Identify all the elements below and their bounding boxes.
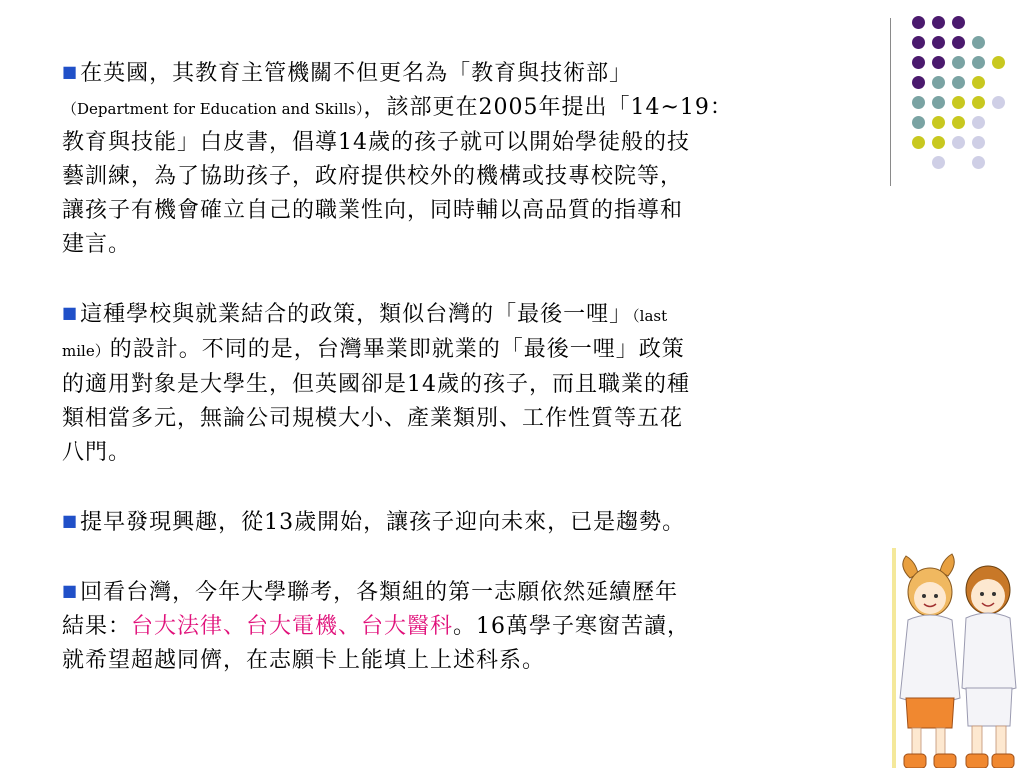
dot (932, 16, 945, 29)
text-line: 類相當多元，無論公司規模大小、產業類別、工作性質等五花 (62, 406, 684, 431)
text-line: 結果： (62, 614, 132, 639)
text-line: 建言。 (62, 232, 132, 257)
text-line-english: mile） (62, 342, 110, 360)
dot (952, 56, 965, 69)
text-line: 回看台灣，今年大學聯考，各類組的第一志願依然延續歷年 (80, 580, 679, 605)
paragraph-4 (62, 574, 862, 678)
dot (952, 16, 965, 29)
dot (952, 116, 965, 129)
text-line-english: （last (632, 307, 668, 325)
dot (912, 116, 925, 129)
dot (992, 56, 1005, 69)
highlighted-departments: 台大法律、台大電機、台大醫科 (131, 614, 454, 639)
bullet-icon: ■ (62, 62, 79, 81)
dot (932, 156, 945, 169)
body-text (62, 55, 862, 712)
dot (912, 76, 925, 89)
text-line: ，該部更在2005年提出「14~19： (363, 95, 733, 120)
dot (912, 96, 925, 109)
paragraph-2 (62, 296, 862, 470)
paragraph-1 (62, 55, 862, 262)
dot (992, 96, 1005, 109)
dot (952, 36, 965, 49)
dot (912, 56, 925, 69)
dot (912, 136, 925, 149)
dot (972, 76, 985, 89)
text-line: 就希望超越同儕，在志願卡上能填上上述科系。 (62, 648, 546, 673)
text-line: 。16萬學子寒窗苦讀， (453, 614, 691, 639)
paragraph-3 (62, 504, 862, 540)
text-line: 讓孩子有機會確立自己的職業性向，同時輔以高品質的指導和 (62, 198, 684, 223)
dot (952, 96, 965, 109)
vertical-divider (890, 18, 891, 186)
dot (932, 116, 945, 129)
dot (932, 56, 945, 69)
dot (932, 96, 945, 109)
bullet-icon: ■ (62, 303, 79, 322)
bullet-icon: ■ (62, 511, 79, 530)
dot (972, 36, 985, 49)
children-illustration (892, 548, 1024, 768)
dot (912, 16, 925, 29)
dot (972, 96, 985, 109)
dot (952, 136, 965, 149)
bullet-icon: ■ (62, 581, 79, 600)
dot (972, 136, 985, 149)
dot (972, 56, 985, 69)
text-line: 教育與技能」白皮書，倡導14歲的孩子就可以開始學徒般的技 (62, 130, 690, 155)
text-line: 提早發現興趣，從13歲開始，讓孩子迎向未來，已是趨勢。 (80, 510, 686, 535)
dot (972, 156, 985, 169)
dot (912, 36, 925, 49)
text-line: 這種學校與就業結合的政策，類似台灣的「最後一哩」 (80, 302, 633, 327)
text-line: 的設計。不同的是，台灣畢業即就業的「最後一哩」政策 (109, 337, 685, 362)
text-line: 八門。 (62, 440, 132, 465)
text-line-english: （Department for Education and Skills） (62, 100, 364, 118)
text-line: 的適用對象是大學生，但英國卻是14歲的孩子，而且職業的種 (62, 372, 690, 397)
dot (932, 36, 945, 49)
dot (932, 76, 945, 89)
text-line: 在英國，其教育主管機關不但更名為「教育與技術部」 (80, 61, 633, 86)
dot (932, 136, 945, 149)
children-illustration-graphic (892, 548, 1024, 768)
dot (972, 116, 985, 129)
dot-grid-decoration (906, 12, 996, 172)
dot (952, 76, 965, 89)
text-line: 藝訓練，為了協助孩子，政府提供校外的機構或技專校院等， (62, 164, 684, 189)
